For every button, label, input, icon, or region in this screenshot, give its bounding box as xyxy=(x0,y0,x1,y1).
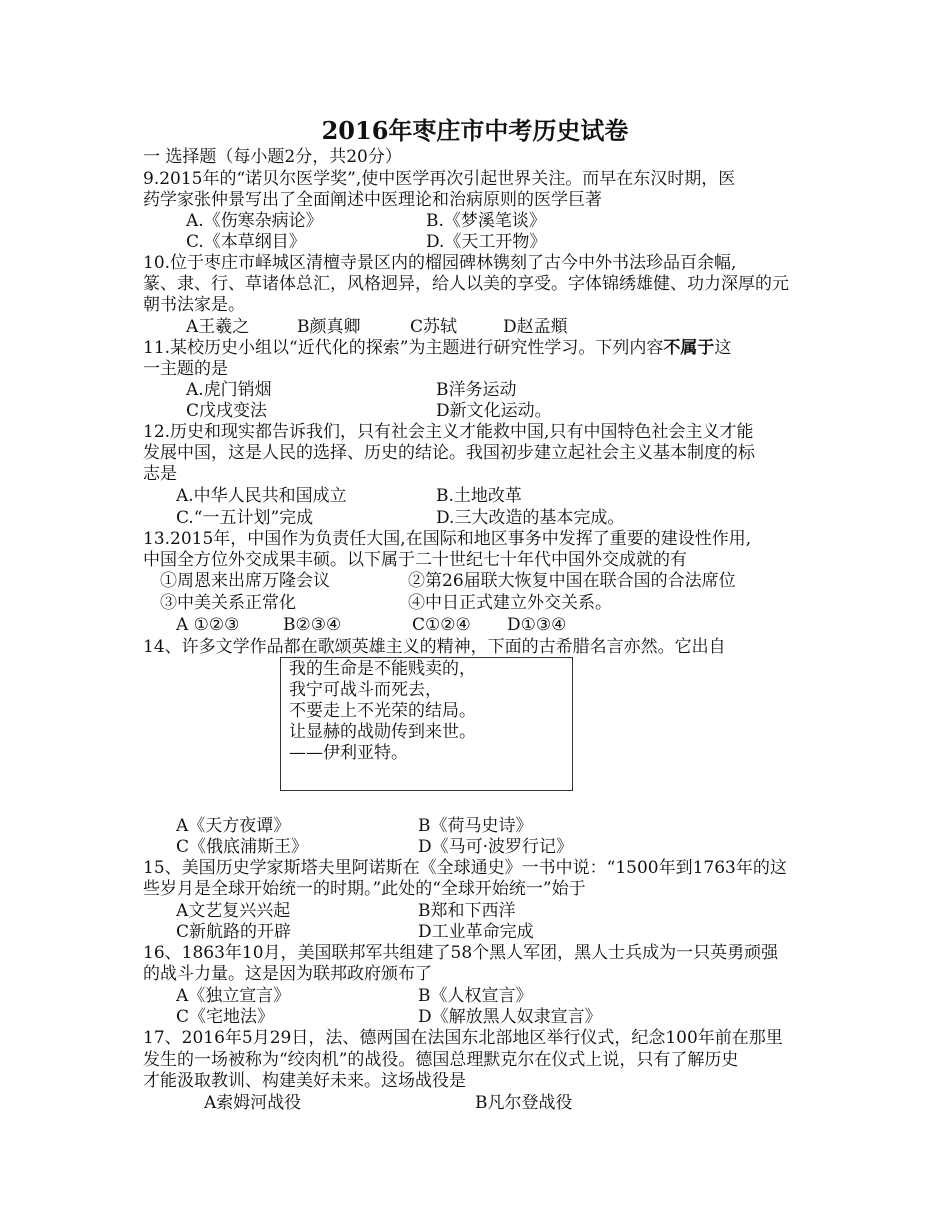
q10-stem-line1: 10.位于枣庄市峄城区清檀寺景区内的榴园碑林镌刻了古今中外书法珍品百余幅, xyxy=(143,253,737,273)
q12-option-a: A.中华人民共和国成立 xyxy=(176,486,347,506)
q12-option-d: D.三大改造的基本完成。 xyxy=(436,508,625,528)
q11-stem-text: 11.某校历史小组以“近代化的探索”为主题进行研究性学习。下列内容 xyxy=(143,338,664,358)
q11-option-b: B洋务运动 xyxy=(436,380,517,400)
quote-line-1: 我的生命是不能贱卖的， xyxy=(289,659,476,679)
q13-option-b: B②③④ xyxy=(283,615,342,635)
q12-option-c: C.“一五计划”完成 xyxy=(176,508,314,528)
q17-option-a: A索姆河战役 xyxy=(204,1093,302,1113)
q10-option-c: C苏轼 xyxy=(410,317,458,337)
q13-option-d: D①③④ xyxy=(507,615,567,635)
q15-option-c: C新航路的开辟 xyxy=(176,922,292,942)
q15-option-a: A文艺复兴兴起 xyxy=(176,901,291,921)
q11-stem-line1 xyxy=(143,337,731,359)
q16-stem-line1: 16、1863年10月，美国联邦军共组建了58个黑人军团，黑人士兵成为一只英勇顽强 xyxy=(143,943,779,963)
q16-stem-line2: 的战斗力量。这是因为联邦政府颁布了 xyxy=(143,964,432,984)
q16-option-a: A《独立宣言》 xyxy=(176,986,291,1006)
q11-option-a: A.虎门销烟 xyxy=(186,380,272,400)
q10-stem-line3: 朝书法家是。 xyxy=(143,295,245,315)
q13-item-3: ③中美关系正常化 xyxy=(160,593,296,613)
q14-option-c: C《俄底浦斯王》 xyxy=(176,837,309,857)
quote-attribution: ——伊利亚特。 xyxy=(289,743,408,763)
q9-option-c: C.《本草纲目》 xyxy=(186,232,306,252)
q14-option-a: A《天方夜谭》 xyxy=(176,816,291,836)
q13-option-a: A ①②③ xyxy=(176,615,240,635)
q12-stem-line1: 12.历史和现实都告诉我们，只有社会主义才能救中国,只有中国特色社会主义才能 xyxy=(143,422,754,442)
quote-line-4: 让显赫的战勋传到来世。 xyxy=(289,722,476,742)
q12-option-b: B.土地改革 xyxy=(436,486,522,506)
quote-line-3: 不要走上不光荣的结局。 xyxy=(289,701,476,721)
q9-option-a: A.《伤寒杂病论》 xyxy=(186,211,323,231)
q9-option-b: B.《梦溪笔谈》 xyxy=(426,211,546,231)
quote-line-2: 我宁可战斗而死去， xyxy=(289,680,442,700)
q17-option-b: B凡尔登战役 xyxy=(475,1093,573,1113)
q16-option-b: B《人权宣言》 xyxy=(418,986,533,1006)
q14-option-b: B《荷马史诗》 xyxy=(418,816,533,836)
q11-option-d: D新文化运动。 xyxy=(436,401,552,421)
quote-box xyxy=(280,657,573,791)
q13-item-2: ②第26届联大恢复中国在联合国的合法席位 xyxy=(408,571,736,591)
q14-option-d: D《马可·波罗行记》 xyxy=(418,837,574,857)
q11-stem-line2: 一主题的是 xyxy=(143,359,228,379)
q16-option-c: C《宅地法》 xyxy=(176,1007,275,1027)
q16-option-d: D《解放黑人奴隶宣言》 xyxy=(418,1007,602,1027)
q9-option-d: D.《天工开物》 xyxy=(426,232,547,252)
q11-option-c: C戊戌变法 xyxy=(186,401,268,421)
q17-stem-line3: 才能汲取教训、构建美好未来。这场战役是 xyxy=(143,1071,466,1091)
q15-option-d: D工业革命完成 xyxy=(418,922,534,942)
section-heading: 一 选择题（每小题2分，共20分） xyxy=(143,147,402,167)
q17-stem-line2: 发生的一场被称为“绞肉机”的战役。德国总理默克尔在仪式上说，只有了解历史 xyxy=(143,1050,739,1070)
q9-stem-line2: 药学家张仲景写出了全面阐述中医理论和治病原则的医学巨著 xyxy=(143,190,602,210)
q11-stem-tail: 这 xyxy=(714,338,732,358)
q15-stem-line1: 15、美国历史学家斯塔夫里阿诺斯在《全球通史》一书中说：“1500年到1763年的这 xyxy=(143,858,787,878)
q10-option-b: B颜真卿 xyxy=(297,317,361,337)
q15-option-b: B郑和下西洋 xyxy=(418,901,516,921)
q12-stem-line2: 发展中国，这是人民的选择、历史的结论。我国初步建立起社会主义基本制度的标 xyxy=(143,443,755,463)
q14-stem-line1: 14、许多文学作品都在歌颂英雄主义的精神，下面的古希腊名言亦然。它出自 xyxy=(143,637,726,657)
q12-stem-line3: 志是 xyxy=(143,464,177,484)
q13-option-c: C①②④ xyxy=(412,615,471,635)
q13-stem-line1: 13.2015年，中国作为负责任大国,在国际和地区事务中发挥了重要的建设性作用, xyxy=(143,529,752,549)
q9-stem-line1: 9.2015年的“诺贝尔医学奖”,使中医学再次引起世界关注。而早在东汉时期，医 xyxy=(143,169,736,189)
q13-item-4: ④中日正式建立外交关系。 xyxy=(408,593,612,613)
q15-stem-line2: 些岁月是全球开始统一的时期。”此处的“全球开始统一”始于 xyxy=(143,879,586,899)
q10-option-d: D赵孟頫 xyxy=(503,317,568,337)
q11-emphasis: 不属于 xyxy=(663,338,715,358)
q13-stem-line2: 中国全方位外交成果丰硕。以下属于二十世纪七十年代中国外交成就的有 xyxy=(143,550,687,570)
q17-stem-line1: 17、2016年5月29日，法、德两国在法国东北部地区举行仪式，纪念100年前在那里 xyxy=(143,1028,783,1048)
q10-option-a: A王羲之 xyxy=(186,317,250,337)
page-title: 2016年枣庄市中考历史试卷 xyxy=(321,116,629,145)
q10-stem-line2: 篆、隶、行、草诸体总汇，风格迥异，给人以美的享受。字体锦绣雄健、功力深厚的元 xyxy=(143,274,789,294)
q13-item-1: ①周恩来出席万隆会议 xyxy=(160,571,330,591)
